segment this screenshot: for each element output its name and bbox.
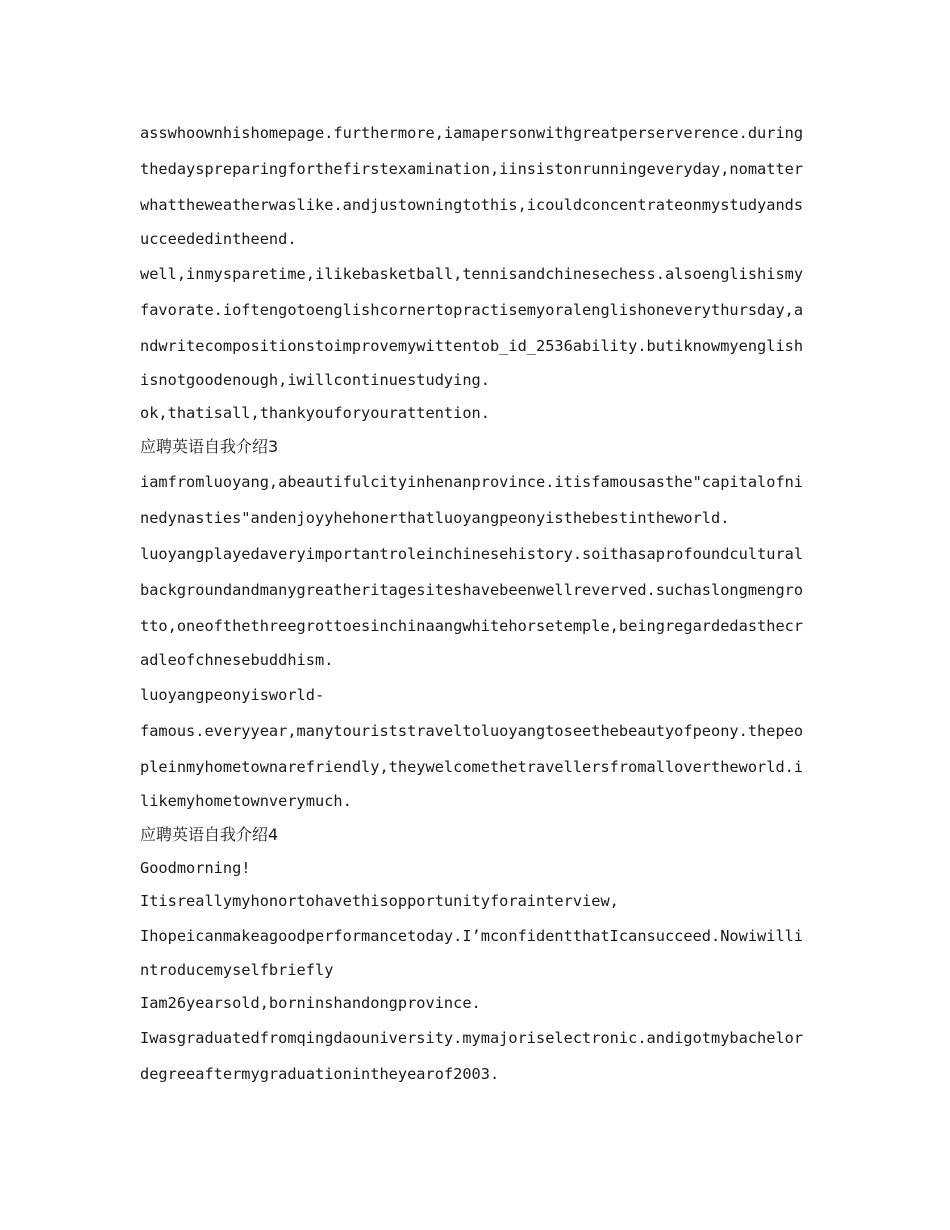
section-heading: 应聘英语自我介绍4 — [140, 825, 279, 844]
text-line: ndwritecompositionstoimprovemywittentob_id_2536ability.butiknowmyenglish — [140, 337, 804, 355]
text-line: nedynasties"andenjoyyhehonerthatluoyangpeonyisthebestintheworld. — [140, 509, 730, 527]
text-line: luoyangplayedaveryimportantroleinchinesehistory.soithasaprofoundcultural — [140, 545, 804, 563]
text-line: likemyhometownverymuch. — [140, 792, 352, 810]
text-line: iamfromluoyang,abeautifulcityinhenanprovince.itisfamousasthe"capitalofni — [140, 473, 804, 491]
document-page — [140, 115, 812, 1092]
text-line: asswhoownhishomepage.furthermore,iamapersonwithgreatperserverence.during — [140, 124, 804, 142]
text-line: Iam26yearsold,borninshandongprovince. — [140, 994, 481, 1012]
text-line: thedayspreparingforthefirstexamination,iinsistonrunningeveryday,nomatter — [140, 160, 804, 178]
text-line: favorate.ioftengotoenglishcornertopractisemyoralenglishoneverythursday,a — [140, 301, 804, 319]
text-line: Iwasgraduatedfromqingdaouniversity.mymajoriselectronic.andigotmybachelor — [140, 1029, 804, 1047]
text-line: luoyangpeonyisworld- — [140, 686, 325, 704]
text-line: tto,oneofthethreegrottoesinchinaangwhitehorsetemple,beingregardedasthecr — [140, 617, 804, 635]
text-line: backgroundandmanygreatheritagesiteshavebeenwellreverved.suchaslongmengro — [140, 581, 804, 599]
text-line: degreeaftermygraduationintheyearof2003. — [140, 1065, 500, 1083]
text-line: ucceededintheend. — [140, 230, 297, 248]
text-line: isnotgoodenough,iwillcontinuestudying. — [140, 371, 490, 389]
text-line: Ihopeicanmakeagoodperformancetoday.I’mconfidentthatIcansucceed.Nowiwilli — [140, 927, 804, 945]
text-line: Goodmorning! — [140, 859, 251, 877]
text-line: ok,thatisall,thankyouforyourattention. — [140, 404, 490, 422]
text-line: famous.everyyear,manytouriststraveltoluoyangtoseethebeautyofpeony.thepeo — [140, 722, 804, 740]
text-line: Itisreallymyhonortohavethisopportunityforainterview, — [140, 892, 619, 910]
text-line: ntroducemyselfbriefly — [140, 961, 334, 979]
text-line: adleofchnesebuddhism. — [140, 651, 334, 669]
text-line: whattheweatherwaslike.andjustowningtothis,icouldconcentrateonmystudyands — [140, 196, 804, 214]
text-line: well,inmysparetime,ilikebasketball,tennisandchinesechess.alsoenglishismy — [140, 265, 804, 283]
text-line: pleinmyhometownarefriendly,theywelcomethetravellersfromallovertheworld.i — [140, 758, 804, 776]
section-heading: 应聘英语自我介绍3 — [140, 437, 279, 456]
